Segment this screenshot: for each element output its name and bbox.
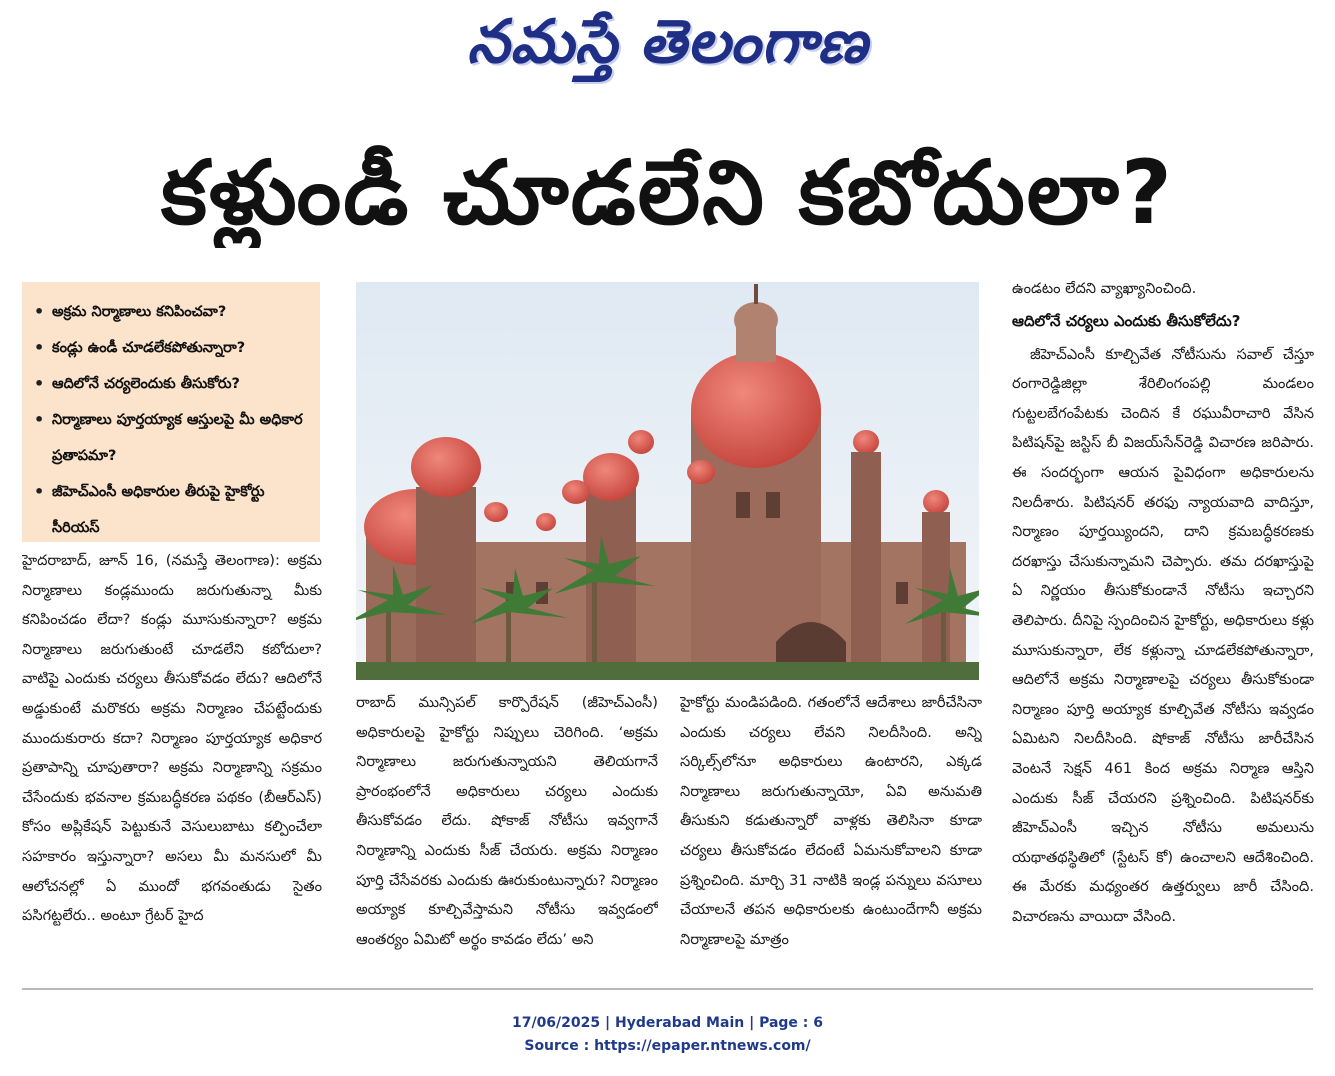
highlight-item <box>34 330 310 366</box>
footer-source: Source : https://epaper.ntnews.com/ <box>524 1038 811 1054</box>
subheading: ఆదిలోనే చర్యలు ఎందుకు తీసుకోలేదు? <box>1012 311 1241 330</box>
bullet-icon: • <box>34 374 45 393</box>
article-column-1 <box>22 546 322 966</box>
bullet-icon: • <box>34 482 45 501</box>
bullet-icon: • <box>34 338 45 357</box>
high-court-photo <box>356 282 979 680</box>
masthead-title: నమస్తే తెలంగాణ <box>466 7 869 77</box>
highlights-box <box>22 282 320 542</box>
headline: కళ్లుండీ చూడలేని కబోదులా? <box>161 141 1174 244</box>
highlight-item <box>34 402 310 474</box>
high-court-illustration <box>356 282 979 680</box>
article-paragraph: ఉండటం లేదని వ్యాఖ్యానించింది. <box>1012 280 1197 297</box>
highlight-text: కండ్లు ఉండీ చూడలేకపోతున్నారా? <box>52 340 246 356</box>
footer-edition-info: 17/06/2025 | Hyderabad Main | Page : 6 <box>511 1015 824 1031</box>
bullet-icon: • <box>34 410 45 429</box>
highlight-text: జీహెచ్ఎంసీ అధికారుల తీరుపై హైకోర్టు సీరియస్ <box>52 484 265 536</box>
highlight-item <box>34 474 310 546</box>
article-column-4 <box>1012 274 1314 968</box>
footer-divider <box>22 988 1313 990</box>
article-column-2 <box>356 688 658 968</box>
article-column-3 <box>680 688 982 968</box>
article-paragraph: హైదరాబాద్, జూన్ 16, (నమస్తే తెలంగాణ): అక్రమ నిర్మాణాలు కండ్లముందు జరుగుతున్నా మీకు కనిపించడం లేదా? కండ్లు మూసుకున్నారా? అక్రమ నిర్మాణాలు జరుగుతుంటే చూడలేని కబోదులా? వాటిపై ఎందుకు చర్యలు తీసుకోవడం లేదు? ఆదిలోనే అడ్డుకుంటే మరొకరు అక్రమ నిర్మాణం చేపట్టేందుకు ముందుకురారు కదా? నిర్మాణం పూర్తయ్యాక అధికార ప్రతాపాన్ని చూపుతారా? అక్రమ నిర్మాణాన్ని సక్రమం చేసేందుకు భవనాల క్రమబద్ధీకరణ పథకం (బీఆర్ఎస్) కోసం అప్లికేషన్ పెట్టుకునే వెసులుబాటు కల్పించేలా సహకారం ఇస్తున్నారా? అసలు మీ మనసులో మీ ఆలోచనల్లో ఏ ముందో భగవంతుడు సైతం పసిగట్టలేరు.. అంటూ గ్రేటర్ హైద <box>22 552 322 925</box>
bullet-icon: • <box>34 302 45 321</box>
highlight-text: ఆదిలోనే చర్యలెందుకు తీసుకోరు? <box>52 376 240 392</box>
article-paragraph: రాబాద్ మున్సిపల్ కార్పొరేషన్ (జీహెచ్ఎంసీ) అధికారులపై హైకోర్టు నిప్పులు చెరిగింది. ‘అక్రమ నిర్మాణాలు జరుగుతున్నాయని తెలియగానే ప్రారంభంలోనే అధికారులు చర్యలు ఎందుకు తీసుకోవడం లేదు. షోకాజ్ నోటీసు ఇవ్వగానే నిర్మాణాన్ని ఎందుకు సీజ్ చేయరు. అక్రమ నిర్మాణం పూర్తి చేసేవరకు ఎందుకు ఊరుకుంటున్నారు? నిర్మాణం అయ్యాక కూల్చివేస్తామని నోటీసు ఇవ్వడంలో ఆంతర్యం ఏమిటో అర్థం కావడం లేదు’ అని <box>356 694 658 948</box>
highlight-item <box>34 294 310 330</box>
highlight-text: నిర్మాణాలు పూర్తయ్యాక ఆస్తులపై మీ అధికార ప్రతాపమా? <box>52 412 303 464</box>
article-paragraph: జీహెచ్ఎంసీ కూల్చివేత నోటీసును సవాల్ చేస్తూ రంగారెడ్డిజిల్లా శేరిలింగంపల్లి మండలం గుట్టలబేగంపేటకు చెందిన కే రఘువీరాచారి వేసిన పిటిషన్‌పై జస్టిస్ బీ విజయ్‌సేన్‌రెడ్డి విచారణ జరిపారు. ఈ సందర్భంగా ఆయన పైవిధంగా అధికారులను నిలదీశారు. పిటిషనర్ తరఫు న్యాయవాది వాదిస్తూ, నిర్మాణం పూర్తయ్యిందని, దాని క్రమబద్ధీకరణకు దరఖాస్తు చేసుకున్నామని చెప్పారు. తమ దరఖాస్తుపై ఏ నిర్ణయం తీసుకోకుండానే నోటీసు ఇచ్చారని తెలిపారు. దీనిపై స్పందించిన హైకోర్టు, అధికారులు కళ్లు మూసుకున్నారా, లేక కళ్లున్నా చూడలేకపోతున్నారా, ఆదిలోనే అక్రమ నిర్మాణాలపై చర్యలు తీసుకోకుండా నిర్మాణం పూర్తి అయ్యాక కూల్చివేత నోటీసు ఇవ్వడం ఏమిటని నిలదీసింది. షోకాజ్ నోటీసు జారీచేసిన వెంటనే సెక్షన్ 461 కింద అక్రమ నిర్మాణ ఆస్తిని ఎందుకు సీజ్ చేయరని ప్రశ్నించింది. పిటిషనర్‌కు జీహెచ్ఎంసీ ఇచ్చిన నోటీసు అమలును యథాతథస్థితిలో (స్టేటస్ కో) ఉంచాలని ఆదేశించింది. ఈ మేరకు మధ్యంతర ఉత్తర్వులు జారీ చేసింది. విచారణను వాయిదా వేసింది. <box>1012 345 1314 925</box>
highlight-text: అక్రమ నిర్మాణాలు కనిపించవా? <box>52 304 227 320</box>
article-paragraph: హైకోర్టు మండిపడింది. గతంలోనే ఆదేశాలు జారీచేసినా ఎందుకు చర్యలు లేవని నిలదీసింది. అన్ని సర్కిల్స్‌లోనూ అధికారులు ఉంటారని, ఎక్కడ నిర్మాణాలు జరుగుతున్నాయో, ఏవి అనుమతి తీసుకుని కడుతున్నారో వాళ్లకు తెలిసినా కూడా చర్యలు తీసుకోవడం లేదంటే ఏమనుకోవాలని కూడా ప్రశ్నించింది. మార్చి 31 నాటికి ఇండ్ల పన్నులు వసూలు చేయాలనే తపన అధికారులకు ఉంటుందేగానీ అక్రమ నిర్మాణాలపై మాత్రం <box>680 694 982 948</box>
highlight-item <box>34 366 310 402</box>
